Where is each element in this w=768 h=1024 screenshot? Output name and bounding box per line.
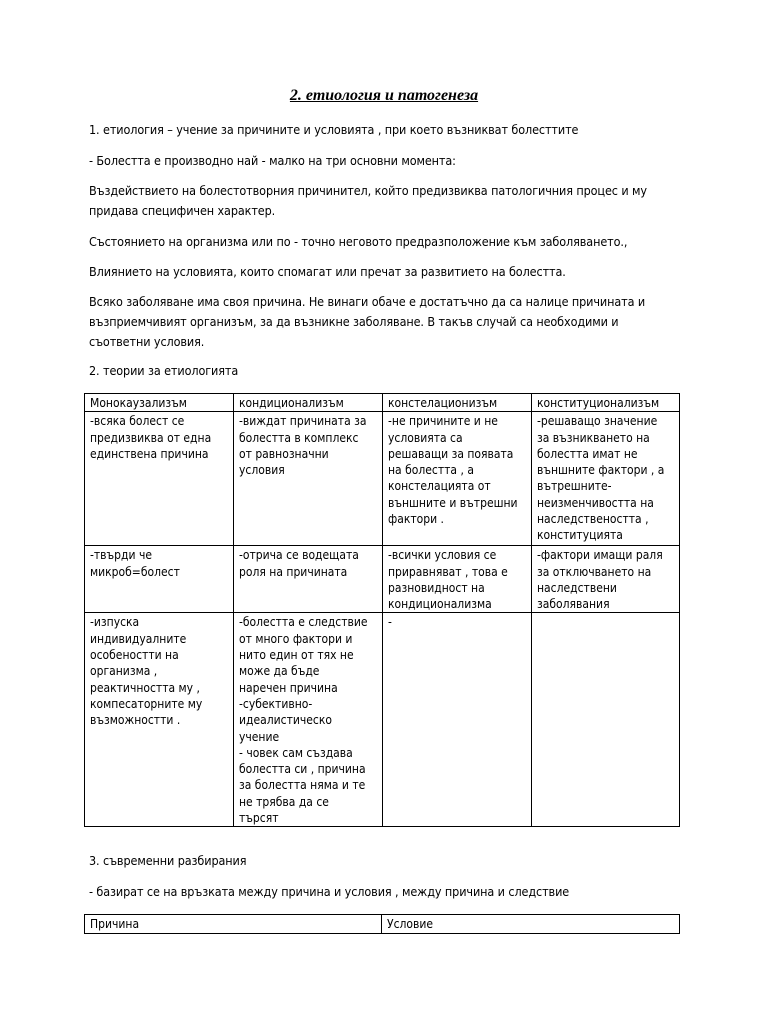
table-header-row [85,394,680,412]
table-row [85,546,680,613]
paragraph-etiology-definition: 1. етиология – учение за причините и условията , при което възникват болесттите [89,122,579,137]
table-row [85,613,680,827]
table-cell: -всяка болест се предизвиква от една единствена причина [85,412,234,546]
table-cell: -виждат причината за болестта в комплекс от равнозначни условия [234,412,383,546]
paragraph-each-disease-cause: Всяко заболяване има своя причина. Не винаги обаче е достатъчно да са налице причината и възприемчивият организъм, за да възникне заболяване. В такъв случай са необходими и съответни условия. [89,294,646,349]
section-heading-modern-views: 3. съвременни разбирания [89,853,247,868]
table-cell: -твърди че микроб=болест [85,546,234,613]
header-condition: Условие [382,915,680,934]
header-constellationism: констелационизъм [383,394,532,412]
header-monocausalism: Монокаузализъм [85,394,234,412]
cause-condition-table [84,914,680,934]
paragraph-conditions-influence: Влиянието на условията, които спомагат или пречат за развитието на болестта. [89,264,566,279]
page-title: 2. етиология и патогенеза [289,87,479,104]
table-cell: -не причините и не условията са решаващи за появата на болестта , а констелацията от външните и вътрешни фактори . [383,412,532,546]
table-cell: -изпуска индивидуалните особеностти на организма , реактичността му , компесаторните му възможностти . [85,613,234,827]
table-header-row [85,915,680,934]
table-cell: -болестта е следствие от много фактори и нито един от тях не може да бъде наречен причина -субективно- идеалистическо учение - човек сам създава болестта си , причина за болестта няма и те не трябва да се търсят [234,613,383,827]
table-cell: -всички условия се приравняват , това е разновидност на кондиционализма [383,546,532,613]
paragraph-pathogen-impact: Въздействието на болестотворния причинител, който предизвиква патологичния процес и му придава специфичен характер. [89,183,647,218]
header-cause: Причина [85,915,382,934]
header-conditionalism: кондиционализъм [234,394,383,412]
header-constitutionalism: конституционализъм [532,394,680,412]
table-cell: - [383,613,532,827]
table-row [85,412,680,546]
section-heading-theories: 2. теории за етиологията [89,363,239,378]
theories-table [84,393,680,827]
table-cell: -решаващо значение за възникването на болестта имат не външните фактори , а вътрешните- неизменчивостта на наследствеността , конституцията [532,412,680,546]
paragraph-organism-state: Състоянието на организма или по - точно неговото предразположение към заболяването., [89,234,628,249]
table-cell: -фактори имащи раля за отключването на наследствени заболявания [532,546,680,613]
table-cell [532,613,680,827]
table-cell: -отрича се водещата роля на причината [234,546,383,613]
paragraph-cause-condition-link: - базират се на връзката между причина и условия , между причина и следствие [89,884,570,899]
paragraph-three-moments: - Болестта е производно най - малко на три основни момента: [89,153,456,168]
